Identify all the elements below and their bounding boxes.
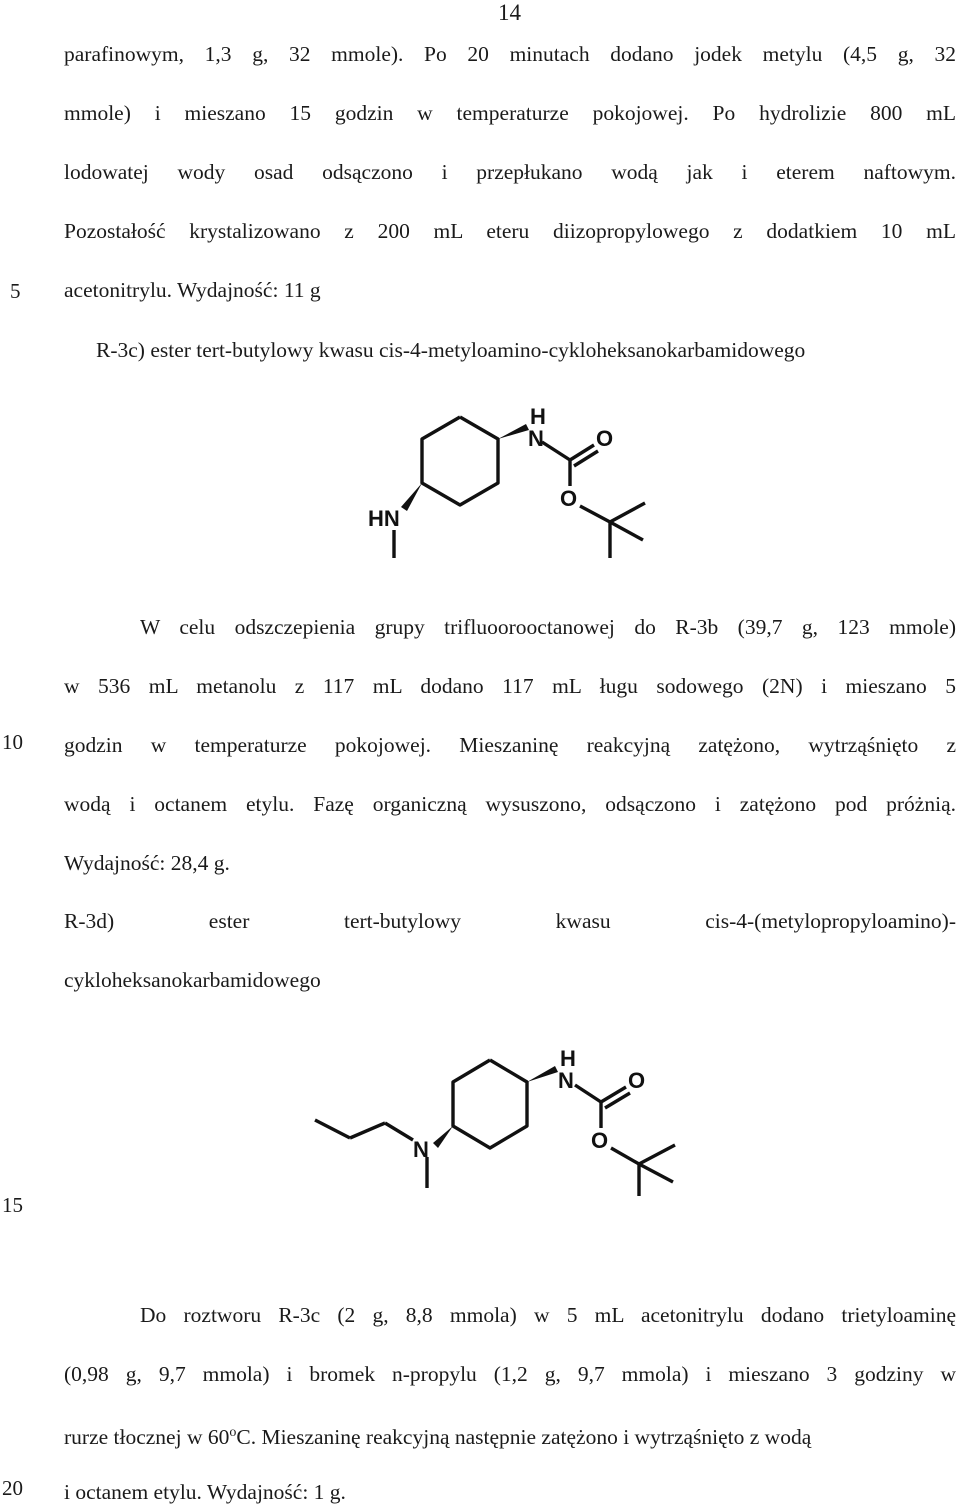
heading-r3c: R-3c) ester tert-butylowy kwasu cis-4-metyloamino-cykloheksanokarbamidowego [96,338,806,362]
atom-label-o: O [591,1128,609,1153]
paragraph-line: (0,98 g, 9,7 mmola) i bromek n-propylu (1,2 g, 9,7 mmola) i mieszano 3 godziny w [64,1362,956,1386]
paragraph-line: lodowatej wody osad odsączono i przepłukano wodą jak i eterem naftowym. [64,160,956,184]
margin-line-number-20: 20 [2,1476,23,1500]
page-number: 14 [498,0,521,25]
heading-r3d: R-3d) ester tert-butylowy kwasu cis-4-(metylopropyloamino)- [64,909,956,933]
atom-label-o: O [560,486,578,511]
paragraph-line: acetonitrylu. Wydajność: 11 g [64,278,321,302]
paragraph-line [64,1419,956,1451]
paragraph-fragment: rurze tłocznej w 60$^o$C. Mieszaninę reakcyjną następnie zatężono i wytrząśnięto z wodą [64,1425,812,1450]
atom-label-o: O [628,1068,646,1093]
heading-r3d-continued: cykloheksanokarbamidowego [64,968,321,992]
paragraph-line: W celu odszczepienia grupy trifluoorooctanowej do R-3b (39,7 g, 123 mmole) [140,615,956,639]
paragraph-line: Pozostałość krystalizowano z 200 mL eteru diizopropylowego z dodatkiem 10 mL [64,219,956,243]
margin-line-number-15: 15 [2,1193,23,1217]
paragraph-line: w 536 mL metanolu z 117 mL dodano 117 mL ługu sodowego (2N) i mieszano 5 [64,674,956,698]
margin-line-number-10: 10 [2,730,23,754]
chemical-structure-r3d [305,1030,695,1205]
paragraph-line: wodą i octanem etylu. Fazę organiczną wysuszono, odsączono i zatężono pod próżnią. [64,792,956,816]
atom-label-n: N [528,426,544,451]
paragraph-line: Do roztworu R-3c (2 g, 8,8 mmola) w 5 mL acetonitrylu dodano trietyloaminę [140,1303,956,1327]
atom-label-hn: HN [368,506,400,531]
atom-label-h: H [560,1046,576,1071]
atom-label-h: H [530,404,546,429]
paragraph-line: godzin w temperaturze pokojowej. Mieszaninę reakcyjną zatężono, wytrząśnięto z [64,733,956,757]
atom-label-n: N [558,1068,574,1093]
paragraph-line: mmole) i mieszano 15 godzin w temperaturze pokojowej. Po hydrolizie 800 mL [64,101,956,125]
paragraph-line: i octanem etylu. Wydajność: 1 g. [64,1480,346,1504]
margin-line-number-5: 5 [10,279,21,303]
paragraph-line: Wydajność: 28,4 g. [64,851,230,875]
chemical-structure-r3c [350,400,650,575]
atom-label-o: O [596,426,614,451]
paragraph-line: parafinowym, 1,3 g, 32 mmole). Po 20 minutach dodano jodek metylu (4,5 g, 32 [64,42,956,66]
atom-label-n: N [413,1137,429,1162]
